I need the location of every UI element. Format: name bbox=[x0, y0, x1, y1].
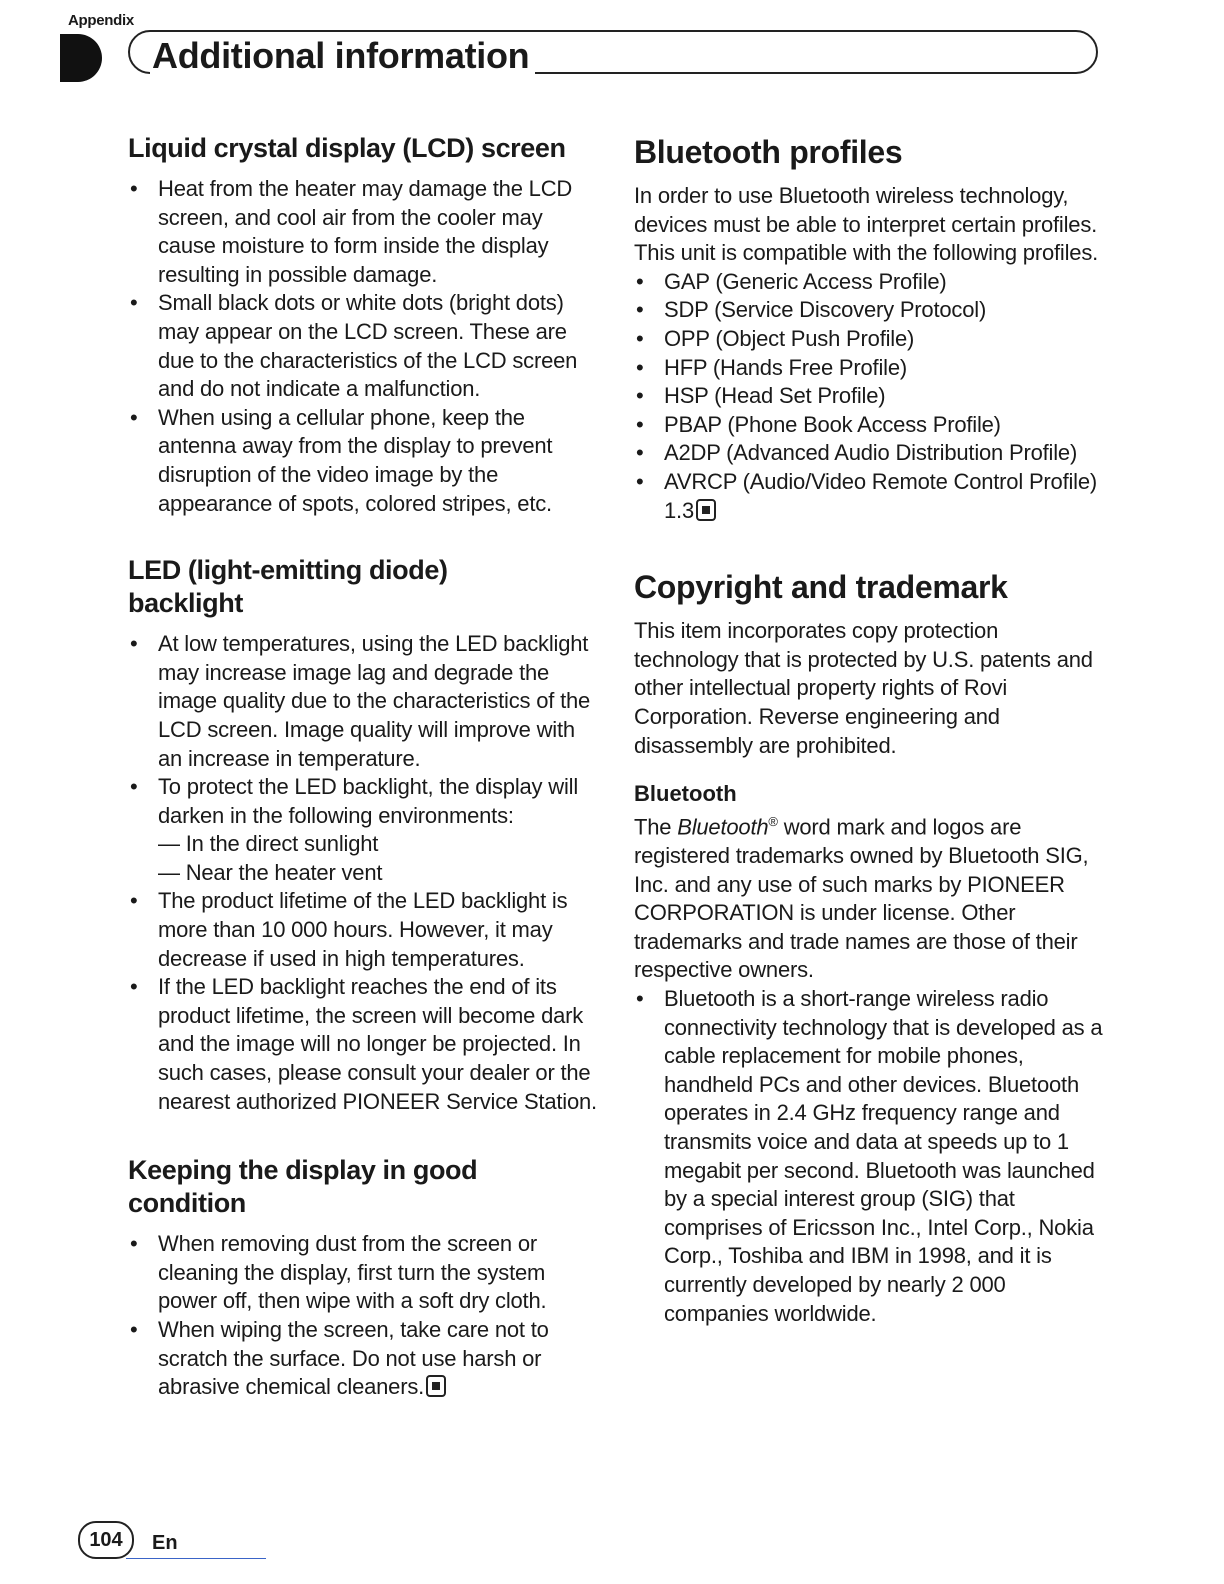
keeping-bullets bbox=[128, 1230, 598, 1402]
dash-item: — In the direct sunlight bbox=[158, 831, 379, 857]
lcd-bullets bbox=[128, 175, 598, 518]
end-mark-icon bbox=[426, 1375, 446, 1397]
list-item: • AVRCP (Audio/Video Remote Control Profile) 1.3 bbox=[636, 468, 1098, 523]
list-item: • GAP (Generic Access Profile) bbox=[636, 268, 947, 294]
language-label: En bbox=[152, 1532, 178, 1554]
copyright-body: This item incorporates copy protection technology that is protected by U.S. patents and other intellectual property rights of Rovi Corporation. Reverse engineering and disassembly are prohibited. bbox=[634, 618, 1093, 758]
list-item: • A2DP (Advanced Audio Distribution Profile) bbox=[636, 440, 1078, 466]
profiles-intro: In order to use Bluetooth wireless technology, devices must be able to interpret certain profiles. This unit is compatible with the following profiles. bbox=[634, 183, 1099, 266]
list-item: • Bluetooth is a short-range wireless radio connectivity technology that is developed as a cable replacement for mobile phones, handheld PCs and other devices. Bluetooth operates in 2.4 GHz frequency range and transmits voice and data at speeds up to 1 megabit per second. Bluetooth was launched by a special interest group (SIG) that comprises of Ericsson Inc., Intel Corp., Nokia Corp., Toshiba and IBM in 1998, and it is currently developed by nearly 2 000 companies worldwide. bbox=[636, 985, 1103, 1326]
copyright-heading: Copyright and trademark bbox=[634, 569, 1008, 606]
list-item: • If the LED backlight reaches the end of its product lifetime, the screen will become dark and the image will no longer be projected. In such cases, please consult your dealer or the nearest authorized PIONEER Service Station. bbox=[130, 974, 597, 1114]
bluetooth-bullets bbox=[634, 985, 1104, 1328]
end-mark-icon bbox=[696, 499, 716, 521]
bluetooth-section bbox=[634, 780, 1104, 1328]
section-tab-marker bbox=[60, 34, 102, 82]
list-item: • The product lifetime of the LED backlight is more than 10 000 hours. However, it may decrease if used in high temperatures. bbox=[130, 888, 568, 971]
dash-item: — Near the heater vent bbox=[158, 859, 383, 885]
list-item: • Heat from the heater may damage the LCD screen, and cool air from the cooler may cause moisture to form inside the display resulting in possible damage. bbox=[130, 176, 573, 287]
bluetooth-heading: Bluetooth bbox=[634, 781, 737, 807]
led-heading: LED (light-emitting diode) backlight bbox=[128, 555, 448, 619]
copyright-section bbox=[634, 567, 1104, 760]
list-item: • When removing dust from the screen or cleaning the display, first turn the system power off, then wipe with a soft dry cloth. bbox=[130, 1231, 547, 1314]
profiles-list bbox=[634, 268, 1104, 525]
led-section bbox=[128, 554, 598, 1116]
left-column bbox=[128, 132, 598, 1402]
right-column bbox=[634, 132, 1104, 1328]
list-item: • OPP (Object Push Profile) bbox=[636, 325, 915, 351]
keeping-heading: Keeping the display in good condition bbox=[128, 1155, 478, 1219]
profiles-heading: Bluetooth profiles bbox=[634, 134, 903, 170]
list-item: • SDP (Service Discovery Protocol) bbox=[636, 297, 987, 323]
list-item: • To protect the LED backlight, the display will darken in the following environments: — In the direct sunlight — Near the heater vent bbox=[128, 773, 598, 887]
appendix-label: Appendix bbox=[68, 12, 134, 29]
keeping-section bbox=[128, 1154, 598, 1402]
led-bullets bbox=[128, 630, 598, 1116]
lcd-heading: Liquid crystal display (LCD) screen bbox=[128, 133, 566, 163]
list-item: • PBAP (Phone Book Access Profile) bbox=[636, 411, 1001, 437]
list-item: • At low temperatures, using the LED backlight may increase image lag and degrade the image quality due to the characteristics of the LCD screen. Image quality will improve with an increase in temperature. bbox=[130, 631, 591, 771]
profiles-section bbox=[634, 132, 1104, 525]
bluetooth-body: The Bluetooth® word mark and logos are registered trademarks owned by Bluetooth SIG, Inc. and any use of such marks by PIONEER CORPORATION is under license. Other trademarks and trade names are those of their respective owners. bbox=[634, 814, 1089, 983]
page-title: Additional information bbox=[150, 34, 535, 78]
list-item: • When using a cellular phone, keep the antenna away from the display to prevent disruption of the video image by the appearance of spots, colored stripes, etc. bbox=[130, 404, 553, 516]
lcd-section bbox=[128, 132, 598, 518]
list-item: • When wiping the screen, take care not to scratch the surface. Do not use harsh or abrasive chemical cleaners. bbox=[130, 1317, 549, 1400]
footer-rule bbox=[126, 1558, 266, 1559]
list-item: • HFP (Hands Free Profile) bbox=[636, 354, 907, 380]
page-number: 104 bbox=[78, 1521, 134, 1559]
list-item: • Small black dots or white dots (bright dots) may appear on the LCD screen. These are due to the characteristics of the LCD screen and do not indicate a malfunction. bbox=[130, 290, 578, 402]
list-item: • HSP (Head Set Profile) bbox=[636, 383, 886, 409]
